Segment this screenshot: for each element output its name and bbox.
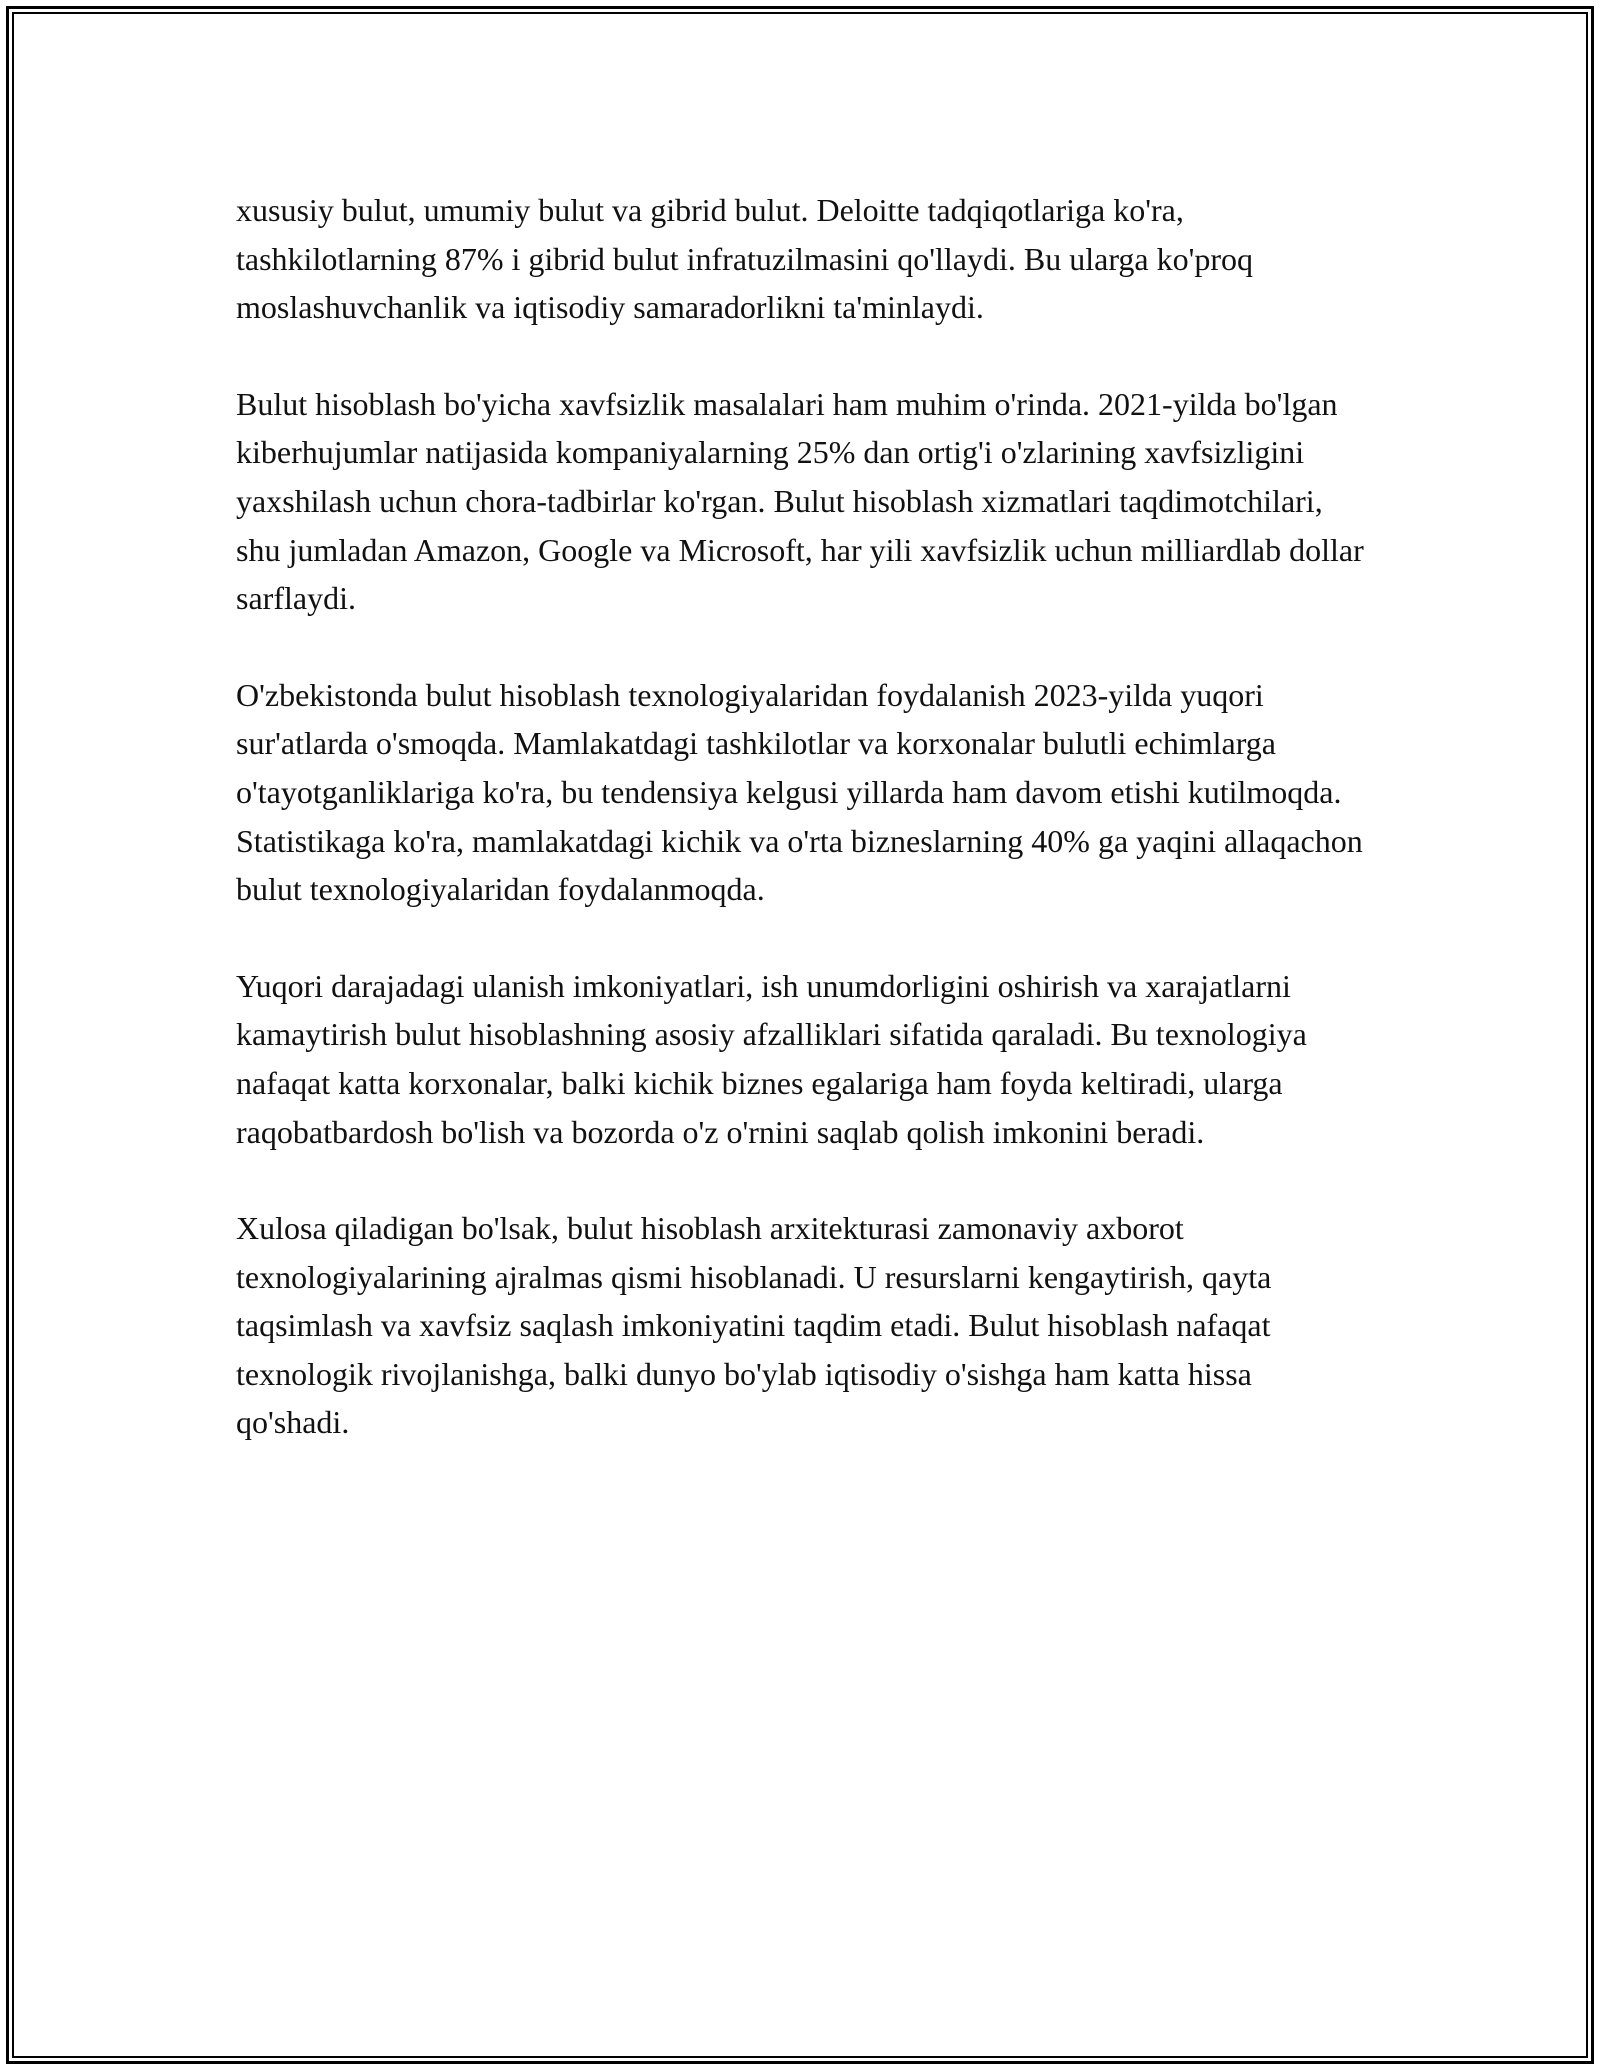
paragraph-cloud-security: Bulut hisoblash bo'yicha xavfsizlik masalalari ham muhim o'rinda. 2021-yilda bo'lgan kiberhujumlar natijasida kompaniyalarning 25% dan ortig'i o'zlarining xavfsizligini yaxshilash uchun chora-tadbirlar ko'rgan. Bulut hisoblash xizmatlari taqdimotchilari, shu jumladan Amazon, Google va Microsoft, har yili xavfsizlik uchun milliardlab dollar sarflaydi. xyxy=(236,385,1364,617)
paragraph-hybrid-cloud: xususiy bulut, umumiy bulut va gibrid bulut. Deloitte tadqiqotlariga ko'ra, tashkilotlarning 87% i gibrid bulut infratuzilmasini qo'llaydi. Bu ularga ko'proq moslashuvchanlik va iqtisodiy samaradorlikni ta'minlaydi. xyxy=(236,192,1254,326)
document-body xyxy=(236,186,1364,1495)
paragraph-conclusion: Xulosa qiladigan bo'lsak, bulut hisoblash arxitekturasi zamonaviy axborot texnologiyalarining ajralmas qismi hisoblanadi. U resurslarni kengaytirish, qayta taqsimlash va xavfsiz saqlash imkoniyatini taqdim etadi. Bulut hisoblash nafaqat texnologik rivojlanishga, balki dunyo bo'ylab iqtisodiy o'sishga ham katta hissa qo'shadi. xyxy=(236,1210,1272,1441)
paragraph-uzbekistan-adoption: O'zbekistonda bulut hisoblash texnologiyalaridan foydalanish 2023-yilda yuqori sur'atlarda o'smoqda. Mamlakatdagi tashkilotlar va korxonalar bulutli echimlarga o'tayotganliklariga ko'ra, bu tendensiya kelgusi yillarda ham davom etishi kutilmoqda. Statistikaga ko'ra, mamlakatdagi kichik va o'rta bizneslarning 40% ga yaqini allaqachon bulut texnologiyalaridan foydalanmoqda. xyxy=(236,676,1363,908)
paragraph-cloud-benefits: Yuqori darajadagi ulanish imkoniyatlari, ish unumdorligini oshirish va xarajatlarni kamaytirish bulut hisoblashning asosiy afzalliklari sifatida qaraladi. Bu texnologiya nafaqat katta korxonalar, balki kichik biznes egalariga ham foyda keltiradi, ularga raqobatbardosh bo'lish va bozorda o'z o'rnini saqlab qolish imkonini beradi. xyxy=(236,967,1307,1150)
